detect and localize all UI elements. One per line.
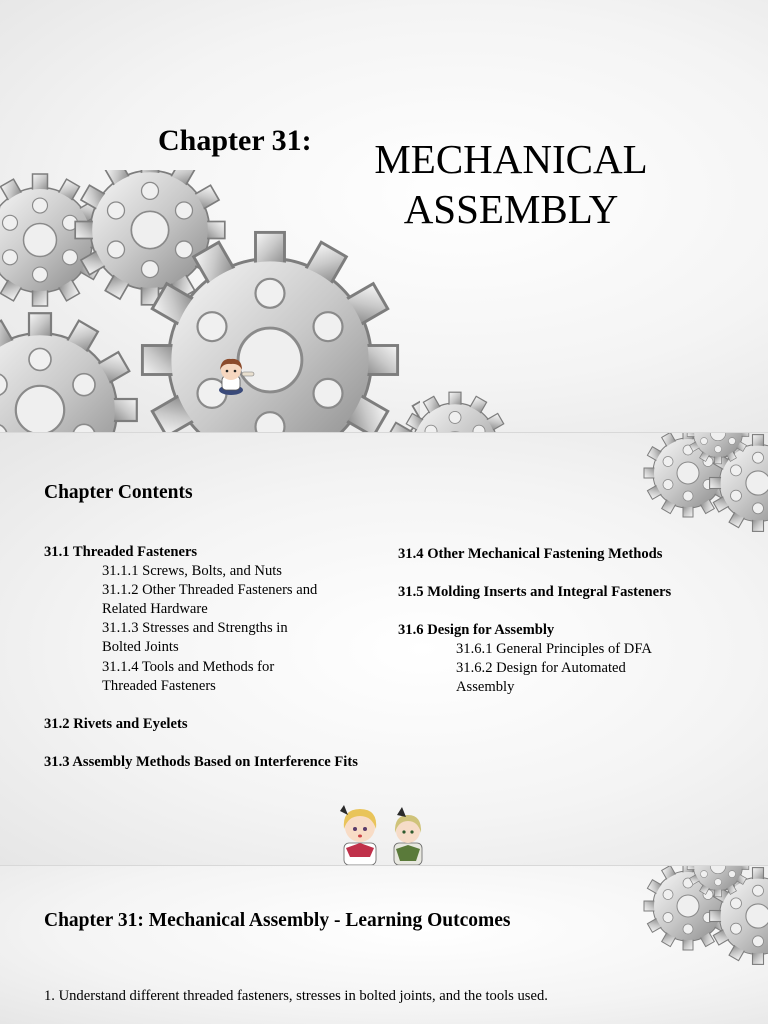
contents-list-item: 31.1.3 Stresses and Strengths in Bolted Joints <box>102 620 288 656</box>
contents-list-item: 31.6.2 Design for Automated Assembly <box>456 660 626 696</box>
main-title-line2: ASSEMBLY <box>403 186 619 232</box>
main-title-line1: MECHANICAL <box>374 136 648 182</box>
chibi-mascot-icon <box>206 356 256 396</box>
outcome-item: 1. Understand different threaded fasteners, stresses in bolted joints, and the tools used. <box>44 988 548 1004</box>
contents-list-item: 31.3 Assembly Methods Based on Interference Fits <box>44 753 358 770</box>
title-slide <box>0 0 768 432</box>
gears-illustration <box>628 433 768 533</box>
contents-list-item: 31.1.4 Tools and Methods for Threaded Fasteners <box>102 658 275 694</box>
chibi-pair-icon <box>334 803 434 865</box>
contents-list-item: 31.6.1 General Principles of DFA <box>456 641 652 658</box>
contents-list-item: 31.1 Threaded Fasteners <box>44 544 198 560</box>
outcomes-slide <box>0 866 768 1024</box>
contents-left-column <box>44 543 384 772</box>
contents-list-item: 31.5 Molding Inserts and Integral Fasteners <box>398 584 672 601</box>
gears-illustration <box>395 385 535 432</box>
contents-heading: Chapter Contents <box>44 482 193 503</box>
contents-list-item: 31.2 Rivets and Eyelets <box>44 715 188 732</box>
main-title <box>340 134 682 234</box>
outcomes-heading: Chapter 31: Mechanical Assembly - Learning Outcomes <box>44 910 511 931</box>
contents-list-item: 31.6 Design for Assembly <box>398 622 555 639</box>
contents-list-item: 31.1.1 Screws, Bolts, and Nuts <box>102 563 282 580</box>
contents-list-item: 31.1.2 Other Threaded Fasteners and Related Hardware <box>102 582 318 618</box>
contents-list-item: 31.4 Other Mechanical Fastening Methods <box>398 546 663 562</box>
gears-illustration <box>628 866 768 966</box>
chapter-label: Chapter 31: <box>158 124 312 157</box>
contents-right-column <box>398 545 718 698</box>
contents-slide <box>0 433 768 865</box>
